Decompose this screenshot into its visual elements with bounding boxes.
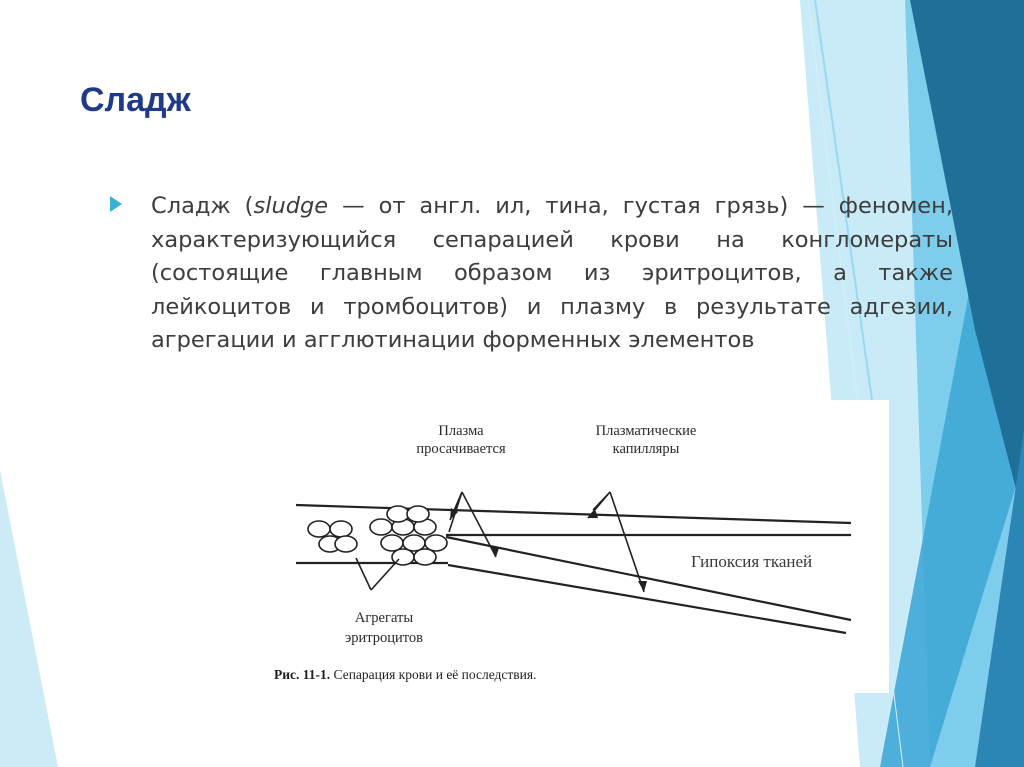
figure-caption-text: Сепарация крови и её последствия. (330, 667, 537, 682)
label-plasma-seeps (386, 422, 536, 458)
label-aggregates-line1: Агрегаты (354, 610, 414, 626)
label-plasma-line2: просачивается (416, 441, 506, 457)
slide-title: Сладж (80, 81, 191, 119)
label-capillaries-line1: Плазматические (595, 423, 697, 439)
left-light-stripe (0, 470, 58, 767)
figure-caption (274, 666, 674, 684)
rbc-cell (335, 536, 357, 552)
arrow-capillary-right (610, 492, 644, 592)
rbc-cell (407, 506, 429, 522)
rbc-cell (414, 549, 436, 565)
bullet-text (151, 190, 953, 358)
arrowhead (638, 581, 647, 592)
figure-caption-number: Рис. 11-1. (274, 667, 331, 682)
bullet-term-latin: sludge (253, 193, 329, 219)
label-plasma-line1: Плазма (438, 423, 484, 439)
label-aggregates-line2: эритроцитов (344, 630, 423, 646)
figure-blood-separation (266, 400, 889, 693)
rbc-cell (387, 506, 409, 522)
label-capillaries-line2: капилляры (612, 441, 680, 457)
capillary-lower-branch (448, 565, 846, 633)
label-tissue-hypoxia: Гипоксия тканей (691, 552, 813, 571)
bullet-term: Сладж ( (151, 193, 254, 219)
bullet-definition: — от англ. ил, тина, густая грязь) — феномен, характеризующийся сепарацией крови на конгломераты (состоящие главным образом из эритроцитов, а также лейкоцитов и тромбоцитов) и плазму в результате адгезии, агрегации и агглютинации форменных элементов (151, 193, 953, 353)
rbc-cell (370, 519, 392, 535)
bullet-item (110, 190, 953, 358)
rbc-cell (308, 521, 330, 537)
rbc-cell (330, 521, 352, 537)
label-rbc-aggregates (314, 608, 454, 648)
capillary-upper-branch (446, 537, 851, 620)
label-plasma-capillaries (566, 422, 726, 458)
bullet-arrow-icon (110, 196, 122, 212)
